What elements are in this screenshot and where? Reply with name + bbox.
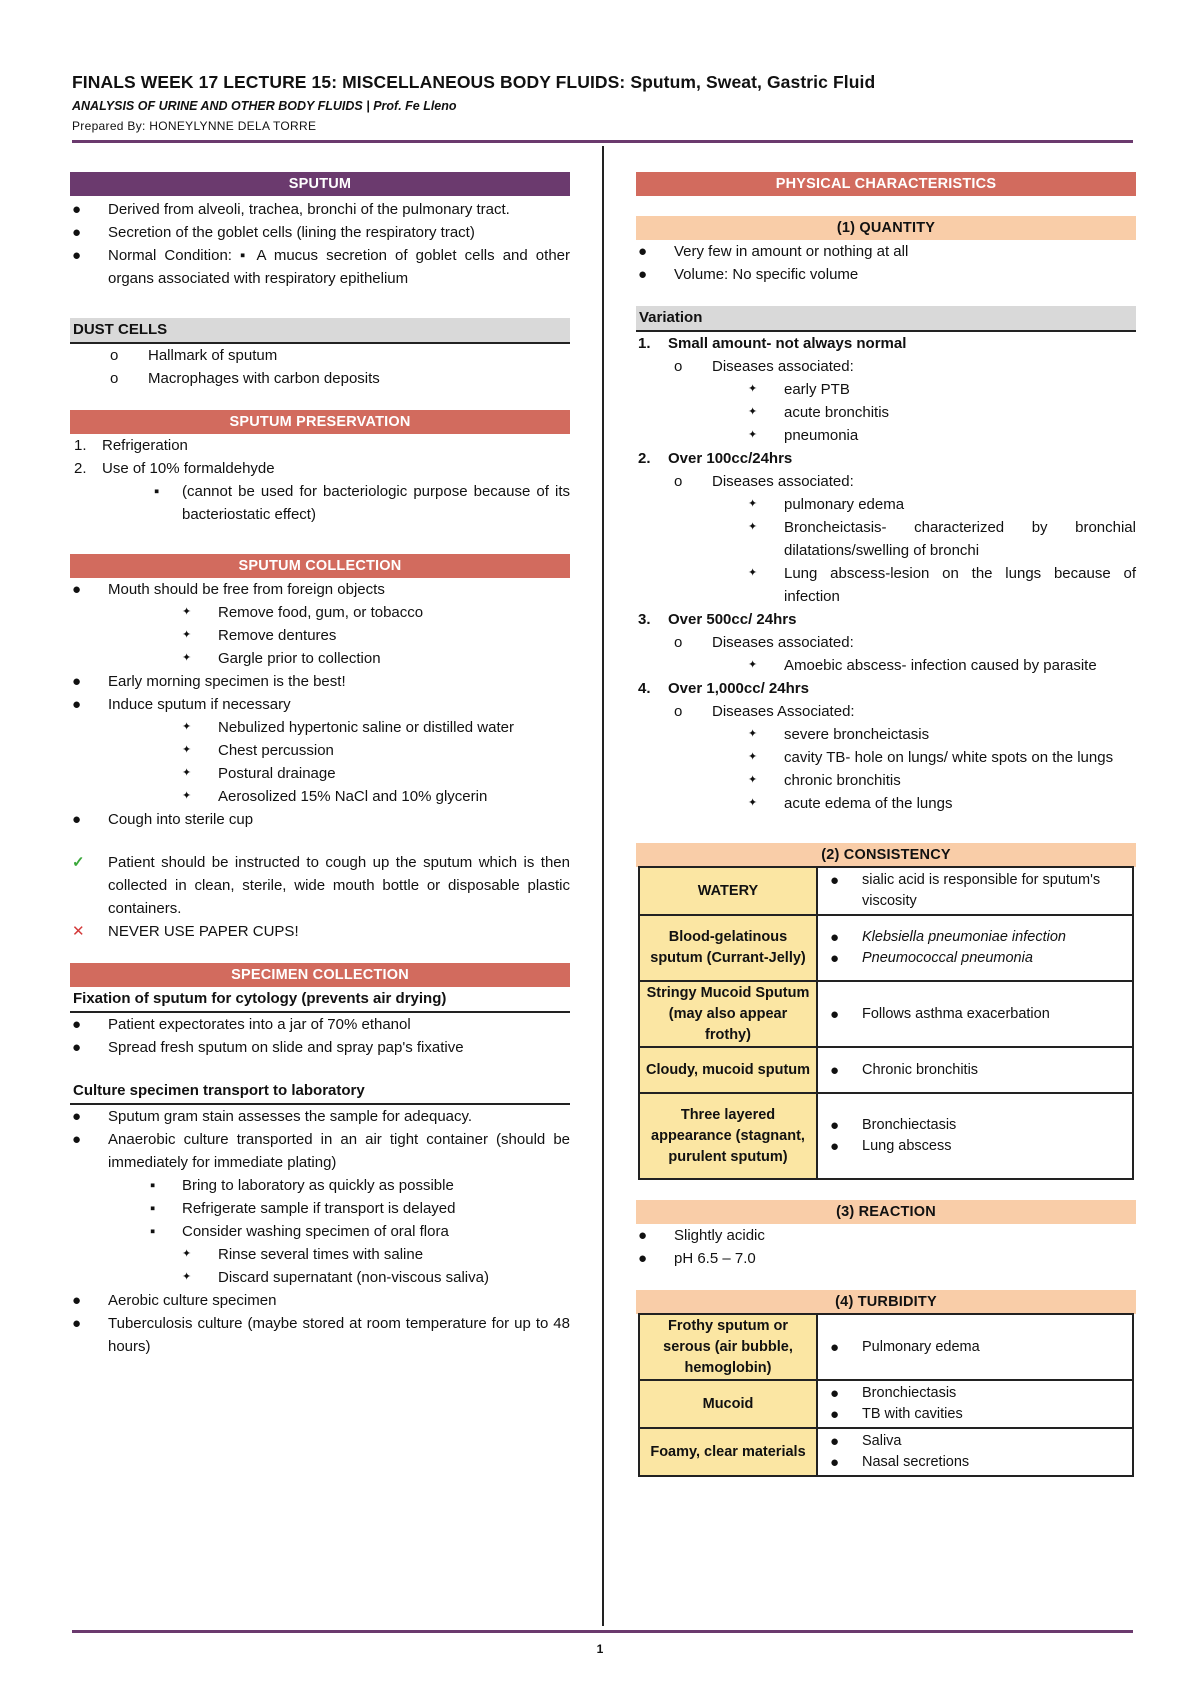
list-item: ● Very few in amount or nothing at all: [636, 240, 1136, 263]
bullet-icon: ●: [830, 1433, 840, 1450]
circle-bullet-icon: o: [674, 634, 683, 651]
diamond-bullet-icon: ✦: [748, 521, 758, 533]
prepared-by: Prepared By: HONEYLYNNE DELA TORRE: [72, 119, 317, 133]
diamond-bullet-icon: ✦: [748, 751, 758, 763]
table-cell-label: Three layered appearance (stagnant, purulent sputum): [639, 1093, 817, 1179]
list-item: o Diseases associated:: [636, 631, 1136, 654]
table-cell-value: ● Pulmonary edema: [817, 1314, 1133, 1380]
subheading-culture: Culture specimen transport to laboratory: [70, 1079, 570, 1105]
diamond-bullet-icon: ✦: [182, 721, 192, 733]
section-heading-quantity: (1) QUANTITY: [636, 216, 1136, 240]
header-rule: [72, 140, 1133, 143]
list-item: 4. Over 1,000cc/ 24hrs: [638, 680, 809, 697]
list-item: ▪ (cannot be used for bacteriologic purpose because of its bacteriostatic effect): [70, 480, 570, 526]
table-cell-value: ● Bronchiectasis ● Lung abscess: [817, 1093, 1133, 1179]
bullet-icon: ●: [830, 872, 840, 889]
square-bullet-icon: ▪: [150, 1223, 156, 1240]
document-title: FINALS WEEK 17 LECTURE 15: MISCELLANEOUS BODY FLUIDS: Sputum, Sweat, Gastric Fluid: [72, 72, 876, 92]
list-item: 1. Refrigeration: [74, 437, 188, 454]
section-heading-sputum: SPUTUM: [70, 172, 570, 196]
list-item: 1. Small amount- not always normal: [638, 335, 907, 352]
diamond-bullet-icon: ✦: [748, 383, 758, 395]
square-bullet-icon: ▪: [150, 1177, 156, 1194]
diamond-bullet-icon: ✦: [182, 652, 192, 664]
bullet-icon: ●: [830, 1406, 840, 1423]
column-divider: [602, 146, 604, 1626]
document-header: [72, 72, 1132, 133]
circle-bullet-icon: o: [674, 473, 683, 490]
left-column: [70, 172, 570, 1358]
list-item: ● Tuberculosis culture (maybe stored at room temperature for up to 48 hours): [70, 1312, 570, 1358]
bullet-icon: ●: [72, 1131, 82, 1148]
bullet-icon: ●: [72, 247, 82, 264]
bullet-icon: ●: [638, 1250, 648, 1267]
list-item: ▪ Bring to laboratory as quickly as possible: [70, 1174, 570, 1197]
diamond-bullet-icon: ✦: [748, 797, 758, 809]
table-row: [639, 867, 1133, 915]
bullet-icon: ●: [72, 1016, 82, 1033]
footer-rule: [72, 1630, 1133, 1633]
diamond-bullet-icon: ✦: [182, 629, 192, 641]
list-item: ● Derived from alveoli, trachea, bronchi of the pulmonary tract.: [70, 198, 570, 221]
list-item: 2. Use of 10% formaldehyde: [74, 460, 275, 477]
bullet-icon: ●: [830, 1061, 840, 1079]
circle-bullet-icon: o: [110, 347, 119, 364]
diamond-bullet-icon: ✦: [748, 774, 758, 786]
table-row: [639, 1093, 1133, 1179]
list-item: ✦ cavity TB- hole on lungs/ white spots on the lungs: [636, 746, 1136, 769]
table-cell-label: WATERY: [639, 867, 817, 915]
list-item: ✦ chronic bronchitis: [636, 769, 1136, 792]
bullet-icon: ●: [72, 1039, 82, 1056]
list-item: ● Normal Condition: ▪ A mucus secretion of goblet cells and other organs associated with respiratory epithelium: [70, 244, 570, 290]
table-cell-label: Cloudy, mucoid sputum: [639, 1047, 817, 1093]
list-item: ● pH 6.5 – 7.0: [636, 1247, 1136, 1270]
table-row: [639, 1380, 1133, 1428]
bullet-icon: ●: [830, 950, 840, 967]
bullet-icon: ●: [830, 929, 840, 946]
table-cell-label: Mucoid: [639, 1380, 817, 1428]
list-item: ● Slightly acidic: [636, 1224, 1136, 1247]
diamond-bullet-icon: ✦: [182, 1248, 192, 1260]
check-icon: ✓: [72, 854, 85, 871]
bullet-icon: ●: [830, 1117, 840, 1134]
list-item: ✦ severe broncheictasis: [636, 723, 1136, 746]
section-heading-specimen: SPECIMEN COLLECTION: [70, 963, 570, 987]
list-item: ✦ Lung abscess-lesion on the lungs because of infection: [636, 562, 1136, 608]
list-item: ● Early morning specimen is the best!: [70, 670, 570, 693]
list-item: ✓ Patient should be instructed to cough up the sputum which is then collected in clean, sterile, wide mouth bottle or disposable plastic containers.: [70, 851, 570, 920]
bullet-icon: ●: [72, 1292, 82, 1309]
diamond-bullet-icon: ✦: [748, 406, 758, 418]
list-item: o Diseases associated:: [636, 470, 1136, 493]
list-item: ✕ NEVER USE PAPER CUPS!: [70, 920, 570, 943]
table-cell-value: ● sialic acid is responsible for sputum's viscosity: [817, 867, 1133, 915]
bullet-icon: ●: [72, 201, 82, 218]
list-item: ✦ Aerosolized 15% NaCl and 10% glycerin: [70, 785, 570, 808]
circle-bullet-icon: o: [110, 370, 119, 387]
table-cell-value: ● Bronchiectasis ● TB with cavities: [817, 1380, 1133, 1428]
list-item: ● Aerobic culture specimen: [70, 1289, 570, 1312]
bullet-icon: ●: [830, 1385, 840, 1402]
page-number: 1: [596, 1642, 604, 1656]
cross-icon: ✕: [72, 923, 85, 940]
diamond-bullet-icon: ✦: [748, 498, 758, 510]
list-item: ✦ pulmonary edema: [636, 493, 1136, 516]
table-row: [639, 1047, 1133, 1093]
diamond-bullet-icon: ✦: [748, 429, 758, 441]
list-item: ● Induce sputum if necessary: [70, 693, 570, 716]
list-item: ✦ acute edema of the lungs: [636, 792, 1136, 815]
section-heading-collection: SPUTUM COLLECTION: [70, 554, 570, 578]
square-bullet-icon: ▪: [154, 483, 160, 500]
table-cell-label: Blood-gelatinous sputum (Currant-Jelly): [639, 915, 817, 981]
consistency-table: [638, 866, 1134, 1180]
bullet-icon: ●: [72, 811, 82, 828]
list-item: o Diseases Associated:: [636, 700, 1136, 723]
bullet-icon: ●: [830, 1138, 840, 1155]
bullet-icon: ●: [72, 581, 82, 598]
list-item: ✦ Chest percussion: [70, 739, 570, 762]
bullet-icon: ●: [830, 1454, 840, 1471]
table-row: [639, 1428, 1133, 1476]
list-item: ● Spread fresh sputum on slide and spray pap's fixative: [70, 1036, 570, 1059]
section-heading-turbidity: (4) TURBIDITY: [636, 1290, 1136, 1314]
section-heading-variation: Variation: [636, 306, 1136, 332]
diamond-bullet-icon: ✦: [182, 767, 192, 779]
list-item: ▪ Refrigerate sample if transport is delayed: [70, 1197, 570, 1220]
table-cell-label: Stringy Mucoid Sputum (may also appear frothy): [639, 981, 817, 1047]
diamond-bullet-icon: ✦: [182, 790, 192, 802]
square-bullet-icon: ▪: [150, 1200, 156, 1217]
list-item: ✦ acute bronchitis: [636, 401, 1136, 424]
table-cell-label: Frothy sputum or serous (air bubble, hemoglobin): [639, 1314, 817, 1380]
section-heading-preservation: SPUTUM PRESERVATION: [70, 410, 570, 434]
bullet-icon: ●: [638, 266, 648, 283]
list-item: ✦ pneumonia: [636, 424, 1136, 447]
bullet-icon: ●: [638, 1227, 648, 1244]
list-item: ● Sputum gram stain assesses the sample for adequacy.: [70, 1105, 570, 1128]
diamond-bullet-icon: ✦: [182, 606, 192, 618]
diamond-bullet-icon: ✦: [182, 744, 192, 756]
bullet-icon: ●: [830, 1005, 840, 1023]
list-item: ✦ Nebulized hypertonic saline or distilled water: [70, 716, 570, 739]
list-item: ✦ early PTB: [636, 378, 1136, 401]
subheading-fixation: Fixation of sputum for cytology (prevents air drying): [70, 987, 570, 1013]
list-item: ✦ Remove dentures: [70, 624, 570, 647]
list-item: o Macrophages with carbon deposits: [70, 367, 570, 390]
section-heading-consistency: (2) CONSISTENCY: [636, 843, 1136, 867]
diamond-bullet-icon: ✦: [748, 567, 758, 579]
table-row: [639, 981, 1133, 1047]
section-heading-physical: PHYSICAL CHARACTERISTICS: [636, 172, 1136, 196]
table-cell-value: ● Chronic bronchitis: [817, 1047, 1133, 1093]
bullet-icon: ●: [72, 1315, 82, 1332]
list-item: ✦ Broncheictasis- characterized by bronchial dilatations/swelling of bronchi: [636, 516, 1136, 562]
section-heading-reaction: (3) REACTION: [636, 1200, 1136, 1224]
bullet-icon: ●: [830, 1338, 840, 1356]
diamond-bullet-icon: ✦: [748, 728, 758, 740]
list-item: ✦ Discard supernatant (non-viscous saliva): [70, 1266, 570, 1289]
document-subtitle: ANALYSIS OF URINE AND OTHER BODY FLUIDS | Prof. Fe Lleno: [72, 99, 457, 113]
list-item: 2. Over 100cc/24hrs: [638, 450, 793, 467]
list-item: ✦ Amoebic abscess- infection caused by parasite: [636, 654, 1136, 677]
bullet-icon: ●: [72, 224, 82, 241]
turbidity-table: [638, 1313, 1134, 1477]
list-item: ● Patient expectorates into a jar of 70% ethanol: [70, 1013, 570, 1036]
list-item: ✦ Rinse several times with saline: [70, 1243, 570, 1266]
list-item: ● Anaerobic culture transported in an air tight container (should be immediately for immediate plating): [70, 1128, 570, 1174]
list-item: ✦ Postural drainage: [70, 762, 570, 785]
table-row: [639, 915, 1133, 981]
table-cell-value: ● Klebsiella pneumoniae infection ● Pneumococcal pneumonia: [817, 915, 1133, 981]
list-item: ▪ Consider washing specimen of oral flora: [70, 1220, 570, 1243]
bullet-icon: ●: [638, 243, 648, 260]
list-item: ● Volume: No specific volume: [636, 263, 1136, 286]
circle-bullet-icon: o: [674, 703, 683, 720]
diamond-bullet-icon: ✦: [182, 1271, 192, 1283]
list-item: ● Cough into sterile cup: [70, 808, 570, 831]
bullet-icon: ●: [72, 696, 82, 713]
diamond-bullet-icon: ✦: [748, 659, 758, 671]
list-item: o Diseases associated:: [636, 355, 1136, 378]
list-item: ● Secretion of the goblet cells (lining the respiratory tract): [70, 221, 570, 244]
table-cell-value: ● Saliva ● Nasal secretions: [817, 1428, 1133, 1476]
list-item: ✦ Gargle prior to collection: [70, 647, 570, 670]
section-heading-dust-cells: DUST CELLS: [70, 318, 570, 344]
list-item: ✦ Remove food, gum, or tobacco: [70, 601, 570, 624]
table-cell-value: ● Follows asthma exacerbation: [817, 981, 1133, 1047]
list-item: o Hallmark of sputum: [70, 344, 570, 367]
circle-bullet-icon: o: [674, 358, 683, 375]
list-item: ● Mouth should be free from foreign objects: [70, 578, 570, 601]
table-cell-label: Foamy, clear materials: [639, 1428, 817, 1476]
bullet-icon: ●: [72, 1108, 82, 1125]
list-item: 3. Over 500cc/ 24hrs: [638, 611, 797, 628]
table-row: [639, 1314, 1133, 1380]
right-column: [636, 172, 1136, 1477]
bullet-icon: ●: [72, 673, 82, 690]
